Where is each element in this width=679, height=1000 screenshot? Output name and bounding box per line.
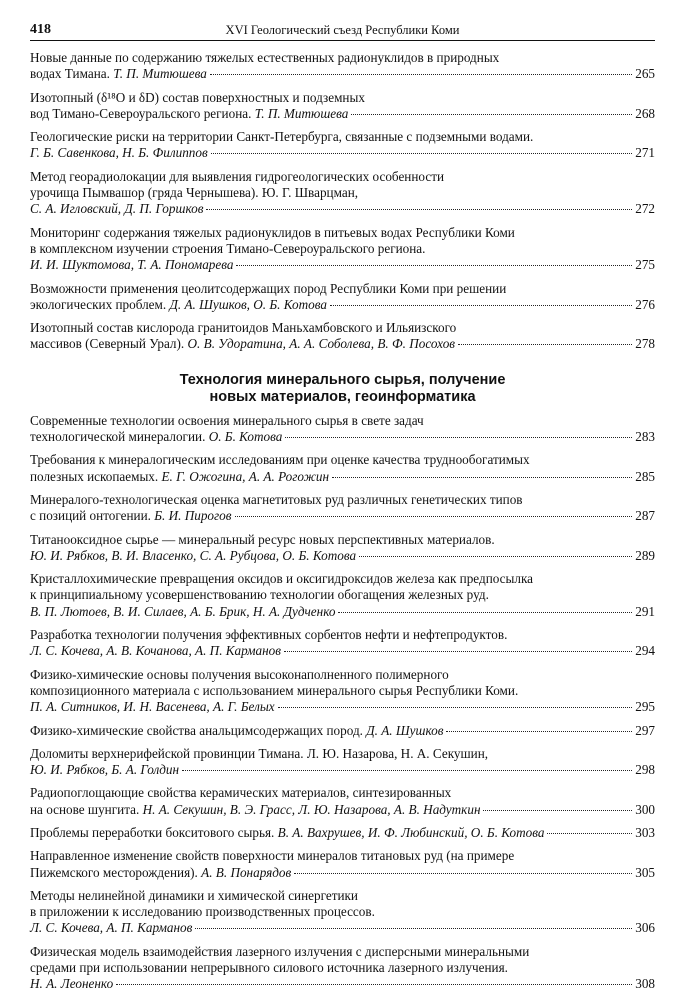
entry-last-line: [30, 802, 655, 818]
entry-citation: [30, 920, 192, 936]
entry-citation: [30, 201, 203, 217]
entry-last-line: [30, 723, 655, 739]
entry-title-line: средами при использовании непрерывного силового источника лазерного излучения.: [30, 960, 508, 976]
entry-title-line: композиционного материала с использованием минерального сырья Республики Коми.: [30, 682, 519, 698]
dot-leader: [210, 74, 632, 75]
section-heading-line-2: новых материалов, геоинформатика: [209, 388, 476, 405]
entry-last-line: [30, 762, 655, 778]
entry-page-number[interactable]: 268: [635, 105, 655, 121]
toc-entry[interactable]: [30, 281, 655, 314]
entry-title-line: Разработка технологии получения эффективных сорбентов нефти и нефтепродуктов.: [30, 627, 508, 643]
entry-authors: Е. Г. Ожогина, А. А. Рогожин: [161, 468, 330, 484]
entry-page-number[interactable]: 289: [635, 547, 655, 563]
entry-page-number[interactable]: 295: [635, 699, 655, 715]
entry-authors: В. П. Лютоев, В. И. Силаев, А. Б. Брик, Н. А. Дудченко: [30, 603, 336, 619]
entry-page-number[interactable]: 271: [635, 145, 655, 161]
entry-page-number[interactable]: 303: [635, 824, 655, 840]
dot-leader: [206, 209, 632, 210]
dot-leader: [211, 153, 633, 154]
entry-last-line: [30, 429, 655, 445]
entry-last-line: [30, 699, 655, 715]
entry-page-number[interactable]: 272: [635, 201, 655, 217]
entry-title-line: Титанооксидное сырье — минеральный ресурс новых перспективных материалов.: [30, 531, 495, 547]
toc-entry[interactable]: [30, 129, 655, 162]
entry-title-tail: Физико-химические свойства анальцимсодержащих пород.: [30, 722, 363, 738]
dot-leader: [458, 344, 632, 345]
entry-last-line: [30, 920, 655, 936]
entry-authors: П. А. Ситников, И. Н. Васенева, А. Г. Белых: [30, 699, 275, 715]
toc-entry[interactable]: [30, 627, 655, 660]
entry-authors: Б. И. Пирогов: [154, 508, 232, 524]
entry-title-line: Современные технологии освоения минерального сырья в свете задач: [30, 412, 424, 428]
entry-title-tail: с позиций онтогении.: [30, 508, 151, 524]
entry-page-number[interactable]: 276: [635, 296, 655, 312]
toc-entry[interactable]: [30, 571, 655, 620]
entry-title-line: Доломиты верхнерифейской провинции Тимана. Л. Ю. Назарова, Н. А. Секушин,: [30, 745, 489, 761]
toc-entry[interactable]: [30, 169, 655, 218]
toc-entry[interactable]: [30, 225, 655, 274]
entry-page-number[interactable]: 291: [635, 603, 655, 619]
entry-last-line: [30, 643, 655, 659]
entry-title-line: Изотопный состав кислорода гранитоидов Маньхамбовского и Ильяизского: [30, 320, 457, 336]
entry-page-number[interactable]: 265: [635, 66, 655, 82]
entry-last-line: [30, 297, 655, 313]
entry-title-line: Минералого-технологическая оценка магнетитовых руд различных генетических типов: [30, 491, 523, 507]
entry-authors: Ю. И. Рябков, Б. А. Голдин: [30, 762, 180, 778]
entry-title-line: Новые данные по содержанию тяжелых естественных радионуклидов в природных: [30, 50, 500, 65]
entry-page-number[interactable]: 278: [635, 336, 655, 352]
entry-citation: [30, 145, 208, 161]
entry-authors: Л. С. Кочева, А. В. Кочанова, А. П. Карманов: [30, 643, 281, 659]
entry-last-line: [30, 469, 655, 485]
entry-authors: Т. П. Митюшева: [113, 66, 207, 82]
entry-title-line: Возможности применения цеолитсодержащих пород Республики Коми при решении: [30, 280, 507, 296]
entry-last-line: [30, 825, 655, 841]
entry-title-line: Геологические риски на территории Санкт-Петербурга, связанные с подземными водами.: [30, 129, 534, 145]
entry-title-line: в комплексном изучении строения Тимано-Североуральского региона.: [30, 240, 426, 256]
entry-citation: [30, 643, 281, 659]
entry-last-line: [30, 548, 655, 564]
entry-last-line: [30, 201, 655, 217]
dot-leader: [446, 731, 632, 732]
toc-entry[interactable]: [30, 785, 655, 818]
entries-group-mineral-technology: [30, 413, 655, 993]
entry-citation: [30, 604, 335, 620]
entry-page-number[interactable]: 287: [635, 508, 655, 524]
entry-title-line: Радиопоглощающие свойства керамических материалов, синтезированных: [30, 785, 452, 801]
dot-leader: [359, 556, 632, 557]
toc-entry[interactable]: [30, 50, 655, 83]
entry-authors: В. А. Вахрушев, И. Ф. Любинский, О. Б. Котова: [277, 824, 545, 840]
dot-leader: [182, 770, 632, 771]
entry-page-number[interactable]: 285: [635, 468, 655, 484]
entry-title-line: Требования к минералогическим исследованиям при оценке качества труднообогатимых: [30, 452, 530, 468]
entry-title-tail: Проблемы переработки бокситового сырья.: [30, 824, 275, 840]
entry-citation: [30, 976, 113, 992]
dot-leader: [236, 265, 632, 266]
dot-leader: [338, 612, 632, 613]
dot-leader: [235, 516, 633, 517]
toc-entry[interactable]: [30, 492, 655, 525]
entry-title-tail: экологических проблем.: [30, 296, 167, 312]
page-number: 418: [30, 22, 51, 37]
toc-entry[interactable]: [30, 723, 655, 739]
entry-page-number[interactable]: 306: [635, 920, 655, 936]
dot-leader: [195, 928, 632, 929]
entry-page-number[interactable]: 297: [635, 722, 655, 738]
entry-citation: [30, 865, 291, 881]
toc-entry[interactable]: [30, 825, 655, 841]
entry-authors: Н. А. Секушин, В. Э. Грасс, Л. Ю. Назарова, А. В. Надуткин: [142, 801, 481, 817]
entry-last-line: [30, 508, 655, 524]
entry-citation: [30, 257, 233, 273]
dot-leader: [330, 305, 632, 306]
entry-title-tail: вод Тимано-Североуральского региона.: [30, 105, 252, 121]
toc-entry[interactable]: [30, 848, 655, 881]
entry-citation: [30, 762, 179, 778]
entry-title-line: Метод георадиолокации для выявления гидрогеологических особенности: [30, 168, 445, 184]
toc-entry[interactable]: [30, 532, 655, 565]
dot-leader: [483, 810, 632, 811]
dot-leader: [294, 873, 632, 874]
entry-citation: [30, 548, 356, 564]
entry-title-line: Физическая модель взаимодействия лазерного излучения с дисперсными минеральными: [30, 943, 530, 959]
entry-authors: Д. А. Шушков: [366, 722, 444, 738]
dot-leader: [351, 114, 632, 115]
entry-last-line: [30, 145, 655, 161]
entry-citation: [30, 297, 327, 313]
section-heading: [30, 372, 655, 406]
entry-citation: [30, 429, 282, 445]
toc-entry[interactable]: [30, 413, 655, 446]
entry-title-line: урочища Пымвашор (гряда Чернышева). Ю. Г. Шварцман,: [30, 185, 359, 201]
entry-title-tail: на основе шунгита.: [30, 801, 140, 817]
entry-last-line: [30, 257, 655, 273]
entry-authors: О. В. Удоратина, А. А. Соболева, В. Ф. Посохов: [187, 336, 456, 352]
entry-page-number[interactable]: 294: [635, 643, 655, 659]
entry-citation: [30, 508, 232, 524]
dot-leader: [284, 651, 632, 652]
toc-entry[interactable]: [30, 667, 655, 716]
entry-citation: [30, 802, 480, 818]
toc-entry[interactable]: [30, 746, 655, 779]
entry-authors: Ю. И. Рябков, В. И. Власенко, С. А. Рубцова, О. Б. Котова: [30, 547, 357, 563]
entry-title-tail: массивов (Северный Урал).: [30, 336, 185, 352]
entry-title-line: к принципиальному усовершенствованию технологии обогащения железных руд.: [30, 587, 489, 603]
entry-authors: И. И. Шуктомова, Т. А. Пономарева: [30, 257, 234, 273]
entry-citation: [30, 825, 544, 841]
entry-title-line: Мониторинг содержания тяжелых радионуклидов в питьевых водах Республики Коми: [30, 224, 515, 240]
entry-last-line: [30, 336, 655, 352]
entry-last-line: [30, 106, 655, 122]
entry-title-line: Физико-химические основы получения высоконаполненного полимерного: [30, 666, 449, 682]
entry-authors: Г. Б. Савенкова, Н. Б. Филиппов: [30, 145, 208, 161]
page-header: [30, 22, 655, 41]
entry-authors: Д. А. Шушков, О. Б. Котова: [169, 296, 327, 312]
entry-title-tail: полезных ископаемых.: [30, 468, 159, 484]
entry-title-line: Направленное изменение свойств поверхности минералов титановых руд (на примере: [30, 848, 515, 864]
entries-group-hydrogeology: [30, 50, 655, 353]
entry-title-line: Изотопный (δ¹⁸O и δD) состав поверхностных и подземных: [30, 89, 365, 105]
entry-authors: Н. А. Леоненко: [30, 976, 114, 992]
entry-last-line: [30, 604, 655, 620]
entry-citation: [30, 469, 329, 485]
entry-title-tail: водах Тимана.: [30, 66, 110, 82]
entry-citation: [30, 66, 207, 82]
entry-last-line: [30, 865, 655, 881]
dot-leader: [278, 707, 633, 708]
entry-title-tail: технологической минералогии.: [30, 429, 206, 445]
entry-citation: [30, 699, 275, 715]
entry-page-number[interactable]: 300: [635, 801, 655, 817]
entry-page-number[interactable]: 308: [635, 976, 655, 992]
dot-leader: [285, 437, 632, 438]
toc-entry[interactable]: [30, 888, 655, 937]
entry-title-tail: Пижемского месторождения).: [30, 864, 198, 880]
entry-citation: [30, 723, 443, 739]
entry-title-line: Кристаллохимические превращения оксидов и оксигидроксидов железа как предпосылка: [30, 571, 534, 587]
entry-page-number[interactable]: 275: [635, 257, 655, 273]
dot-leader: [116, 984, 632, 985]
toc-entry[interactable]: [30, 452, 655, 485]
entry-authors: С. А. Игловский, Д. П. Горшков: [30, 201, 204, 217]
entry-last-line: [30, 976, 655, 992]
toc-entry[interactable]: [30, 90, 655, 123]
entry-page-number[interactable]: 283: [635, 429, 655, 445]
entry-title-line: в приложении к исследованию производственных процессов.: [30, 904, 375, 920]
entry-authors: Л. С. Кочева, А. П. Карманов: [30, 920, 193, 936]
entry-page-number[interactable]: 298: [635, 762, 655, 778]
entry-citation: [30, 106, 348, 122]
entry-last-line: [30, 66, 655, 82]
running-title: XVI Геологический съезд Республики Коми: [225, 23, 460, 37]
entry-authors: А. В. Понарядов: [201, 864, 292, 880]
dot-leader: [332, 477, 632, 478]
toc-entry[interactable]: [30, 944, 655, 993]
dot-leader: [547, 833, 632, 834]
section-heading-line-1: Технология минерального сырья, получение: [179, 371, 506, 388]
entry-citation: [30, 336, 455, 352]
entry-page-number[interactable]: 305: [635, 864, 655, 880]
entry-authors: Т. П. Митюшева: [254, 105, 349, 121]
entry-authors: О. Б. Котова: [208, 429, 283, 445]
table-of-contents: [30, 50, 655, 1000]
entry-title-line: Методы нелинейной динамики и химической синергетики: [30, 887, 358, 903]
toc-entry[interactable]: [30, 320, 655, 353]
